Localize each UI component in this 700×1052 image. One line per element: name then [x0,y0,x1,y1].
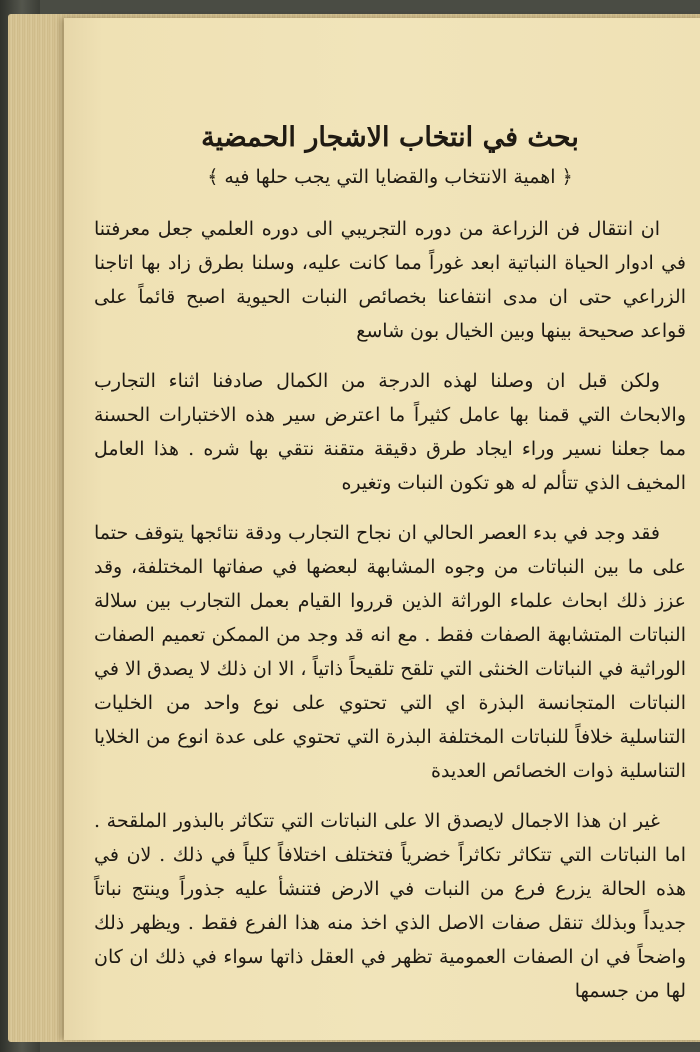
page-title: بحث في انتخاب الاشجار الحمضية [201,122,579,153]
paragraph-1: ان انتقال فن الزراعة من دوره التجريبي الى دوره العلمي جعل معرفتنا في ادوار الحياة النباتية ابعد غوراً مما كانت عليه، وسلنا بطرق زاد بها اتاجنا الزراعي حتى ان مدى انتفاعنا بخصائص النبات الحيوية اصبح قائماً على قواعد صحيحة بينها وبين الخيال بون شاسع [94,218,686,342]
paragraph-2: ولكن قبل ان وصلنا لهذه الدرجة من الكمال صادفنا اثناء التجارب والابحاث التي قمنا بها عامل كثيراً ما اعترض سير هذه الاختبارات الحسنة مما جعلنا نسير وراء ايجاد طرق دقيقة متقنة نتقي بها شره . هذا العامل المخيف الذي تتألم له هو تكون النبات وتغيره [94,370,686,494]
paragraph-3: فقد وجد في بدء العصر الحالي ان نجاح التجارب ودقة نتائجها يتوقف حتما على ما بين النباتات من وجوه المشابهة لبعضها في صفاتها المختلفة، وقد عزز ذلك ابحاث علماء الوراثة الذين قرروا القيام بعمل التجارب بين سلالة النباتات المتشابهة الصفات فقط . مع انه قد وجد من الممكن تعميم الصفات الوراثية في النباتات الخنثى التي تلقح تلقيحاً ذاتياً ، الا ان ذلك لا يصدق الا في النباتات المتجانسة البذرة اي التي تحتوي على نوع واحد من الخليات التناسلية خلافاً للنباتات المختلفة البذرة التي تحتوي على عدة انوع من الخلايا التناسلية ذوات الخصائص العديدة [94,522,686,782]
paragraph-4: غير ان هذا الاجمال لايصدق الا على النباتات التي تتكاثر بالبذور الملقحة . اما النباتات التي تتكاثر تكاثراً خضرياً فتختلف اختلافاً كلياً في ذلك . لان في هذه الحالة يزرع فرع من النبات في الارض فتنشأ عليه جذوراً وينتج نباتاً جديداً وبذلك تنقل صفات الاصل الذي اخذ منه هذا الفرع فقط . ويظهر ذلك واضحاً في ان الصفات العمومية تظهر في العقل ذاتها سواء في ذلك ان كان لها من جسمها [94,810,686,1002]
book-page [64,18,700,1040]
page-text-block [94,118,686,1024]
page-subtitle: ﴿ اهمية الانتخاب والقضايا التي يجب حلها فيه ﴾ [207,166,573,188]
